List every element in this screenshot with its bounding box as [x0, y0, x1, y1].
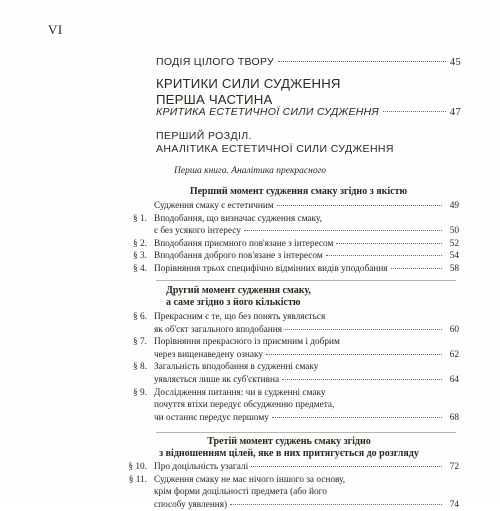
- list-item: § 3. Вподобання доброго пов'язане з інтересом 54: [133, 251, 459, 262]
- moment-1-title: Перший момент судження смаку згідно з якістю: [189, 186, 408, 197]
- toc-entry-page: 45: [449, 57, 461, 68]
- section-line-1: ПЕРШИЙ РОЗДІЛ.: [156, 130, 252, 142]
- list-item: § 7. Порівняння прекрасного із приємним і добрим: [133, 337, 340, 348]
- section-heading: [156, 130, 394, 156]
- list-item: § 10. Про доцільність узагалі 72: [128, 462, 459, 472]
- critique-heading: [156, 76, 341, 108]
- toc-entry-label: ПОДІЯ ЦІЛОГО ТВОРУ: [156, 56, 275, 68]
- list-item: § 6. Прекрасним є те, що без понять уявляється: [133, 312, 326, 322]
- list-item: § 1. Вподобання, що визначає судження смаку,: [133, 213, 322, 224]
- book-title: Перша книга. Аналітика прекрасного: [174, 166, 327, 176]
- divider: [156, 432, 456, 433]
- list-item: Судження смаку є естетичним 49: [154, 201, 459, 211]
- divider: [156, 280, 456, 281]
- critique-part: ПЕРША ЧАСТИНА: [156, 92, 273, 107]
- list-item: § 9. Дослідження питання: чи в судженні смаку: [133, 387, 326, 398]
- moment-2-entries: § 6. Прекрасним є те, що без понять уявляється як об'єкт загального вподобання 60 § 7. Порівняння прекрасного із приємним і добрим через вищенаведену ознаку 62 § 8. Загальність вподобання в судженні смаку уявляється лише як суб'єктивна 64 § 9. Дослідження питання: чи в судженні смаку почуття втіхи передує обсудженню предмета, чи останнє передує першому 68: [124, 311, 459, 424]
- critique-page: 47: [449, 107, 461, 118]
- moment-3-entries: § 10. Про доцільність узагалі 72 § 11. Судження смаку не має нічого іншого за основу, крім форми доцільності предмета (або його способу уявлення) 74: [124, 461, 459, 511]
- list-item: § 4. Порівняння трьох специфічно відмінних видів уподобання 58: [133, 263, 459, 274]
- moment-3-title: Третій момент суджень смаку згідно з відношенням цілей, яке в них притягується до розгляду: [159, 436, 419, 459]
- list-item: § 2. Вподобання приємного пов'язане з інтересом 52: [133, 238, 459, 249]
- list-item: § 8. Загальність вподобання в судженні смаку: [133, 362, 319, 373]
- moment-1-entries: Судження смаку є естетичним 49 § 1. Вподобання, що визначає судження смаку, є без усякого інтересу 50 § 2. Вподобання приємного пов'язане з інтересом 52 § 3. Вподобання доброго пов'язане з інтересом 54 § 4. Порівняння трьох специфічно відмінних видів уподобання 58: [124, 200, 459, 276]
- moment-2-title: Другий момент судження смаку, а саме згідно з його кількістю: [166, 285, 311, 308]
- dot-leader: [278, 61, 446, 62]
- list-item: § 11. Судження смаку не має нічого іншого за основу,: [128, 474, 346, 485]
- section-line-2: АНАЛІТИКА ЕСТЕТИЧНОЇ СИЛИ СУДЖЕННЯ: [156, 143, 394, 155]
- critique-subtitle: КРИТИКА ЕСТЕТИЧНОЇ СИЛИ СУДЖЕННЯ: [156, 106, 379, 118]
- critique-title: КРИТИКИ СИЛИ СУДЖЕННЯ: [156, 76, 341, 91]
- page-number: VI: [48, 22, 63, 37]
- dot-leader: [383, 111, 446, 112]
- toc-entry-critique: [156, 106, 461, 118]
- toc-entry-event: [156, 56, 461, 68]
